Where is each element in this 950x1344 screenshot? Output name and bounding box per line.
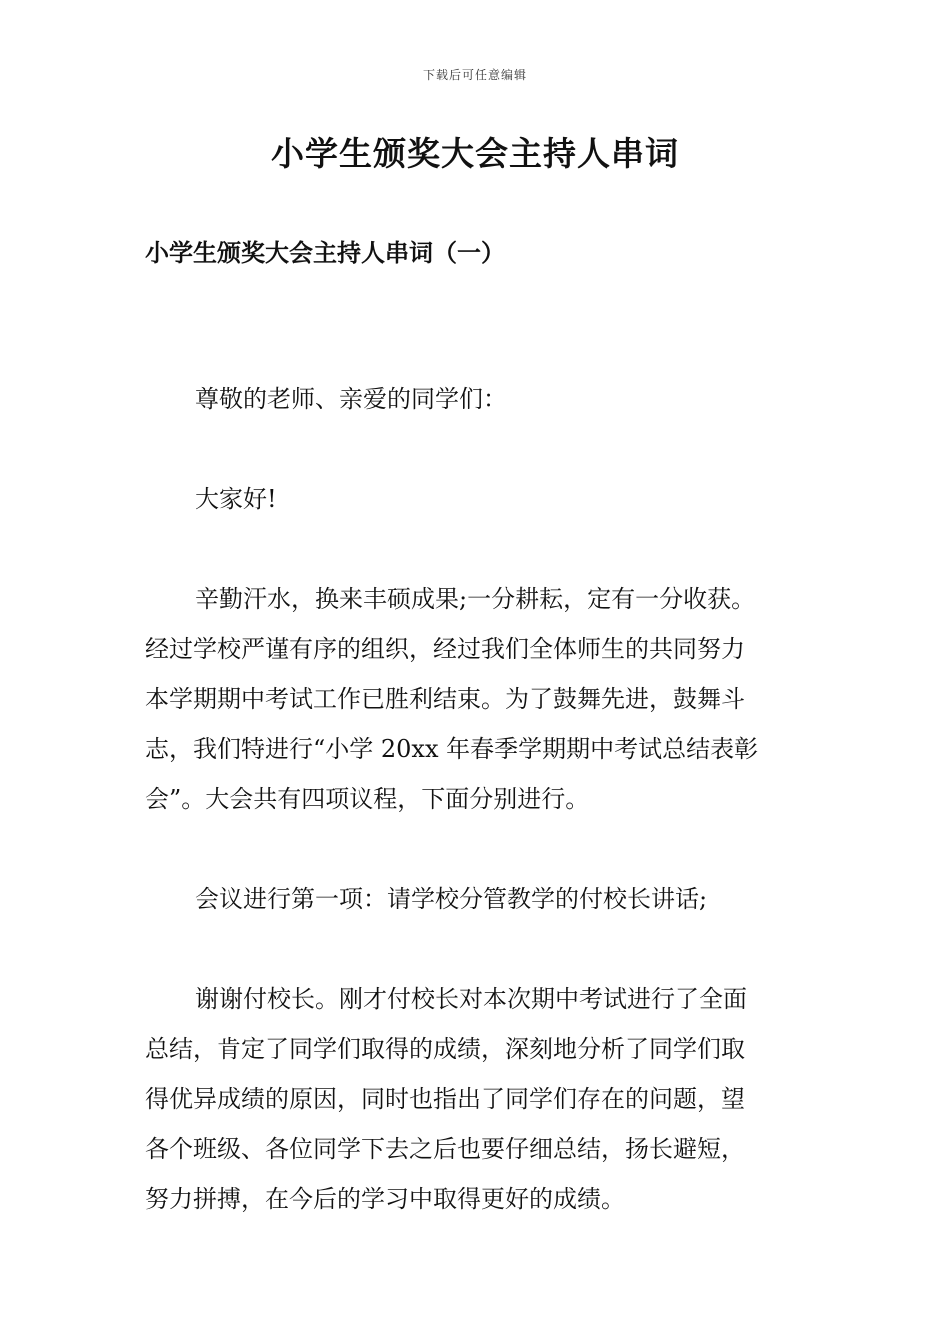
paragraph-line: 总结，肯定了同学们取得的成绩，深刻地分析了同学们取 — [145, 1035, 745, 1063]
paragraph-line: 努力拼搏，在今后的学习中取得更好的成绩。 — [145, 1185, 625, 1213]
paragraph-greeting — [145, 474, 810, 524]
paragraph-opening — [145, 574, 810, 824]
paragraph-line: 谢谢付校长。刚才付校长对本次期中考试进行了全面 — [195, 985, 747, 1013]
page-title: 小学生颁奖大会主持人串词 — [271, 134, 679, 173]
paragraph-line: 本学期期中考试工作已胜利结束。为了鼓舞先进，鼓舞斗 — [145, 685, 745, 713]
paragraph-line: 会议进行第一项：请学校分管教学的付校长讲话; — [195, 885, 708, 913]
paragraph-line: 大家好! — [195, 485, 277, 513]
paragraph-line: 会”。大会共有四项议程，下面分别进行。 — [145, 785, 590, 813]
paragraph-salutation — [145, 374, 810, 424]
paragraph-line: 各个班级、各位同学下去之后也要仔细总结，扬长避短， — [145, 1135, 745, 1163]
paragraph-thanks — [145, 974, 810, 1224]
header-note: 下载后可任意编辑 — [422, 68, 527, 82]
section-subtitle: 小学生颁奖大会主持人串词（一） — [145, 238, 505, 267]
paragraph-line: 得优异成绩的原因，同时也指出了同学们存在的问题，望 — [145, 1085, 745, 1113]
paragraph-line: 尊敬的老师、亲爱的同学们： — [195, 385, 507, 413]
paragraph-agenda-item-1 — [145, 874, 810, 924]
paragraph-line: 经过学校严谨有序的组织，经过我们全体师生的共同努力 — [145, 635, 745, 663]
paragraph-line: 辛勤汗水，换来丰硕成果;一分耕耘，定有一分收获。 — [195, 585, 756, 613]
paragraph-line: 志，我们特进行“小学 20xx 年春季学期期中考试总结表彰 — [145, 735, 759, 763]
